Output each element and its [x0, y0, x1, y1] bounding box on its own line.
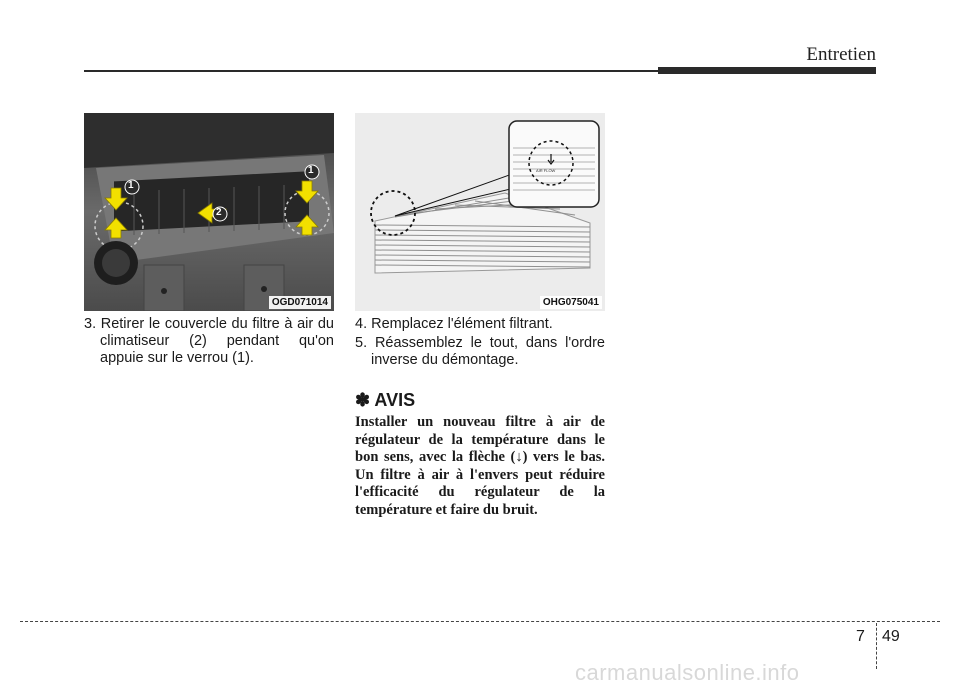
footer-rule: [20, 621, 940, 622]
header-rule-bar: [658, 67, 876, 74]
callout-1-left: 1: [128, 180, 134, 191]
page-number: 49: [882, 628, 900, 645]
callout-1-right: 1: [308, 165, 314, 176]
step-3-text: 3. Retirer le couvercle du filtre à air du climatiseur (2) pendant qu'on appuie sur le verrou (1).: [84, 316, 334, 366]
filter-illustration: [355, 113, 605, 311]
step-5-text: 5. Réassemblez le tout, dans l'ordre inverse du démontage.: [355, 335, 605, 368]
figure-code: OHG075041: [540, 296, 602, 309]
section-title: Entretien: [806, 44, 876, 65]
figure-code: OGD071014: [269, 296, 331, 309]
footer-divider: [876, 623, 877, 669]
callout-layer: [84, 113, 334, 311]
figure-filter-element: [355, 113, 605, 311]
figure-filter-cover: [84, 113, 334, 311]
callout-2: 2: [216, 207, 222, 218]
chapter-number: 7: [856, 628, 865, 645]
step-4-text: 4. Remplacez l'élément filtrant.: [355, 316, 553, 332]
inset-label: AIR FLOW: [536, 168, 556, 173]
header-rule: [84, 70, 664, 72]
watermark: carmanualsonline.info: [575, 660, 800, 685]
notice-body: Installer un nouveau filtre à air de régulateur de la température dans le bon sens, avec la flèche (↓) vers le bas. Un filtre à air à l'envers peut réduire l'efficacité du régulateur de la température et faire du bruit.: [355, 414, 605, 518]
step-5: [355, 335, 605, 369]
notice-title: ✽ AVIS: [355, 390, 416, 410]
step-4: [355, 316, 605, 333]
step-3: [84, 316, 334, 367]
